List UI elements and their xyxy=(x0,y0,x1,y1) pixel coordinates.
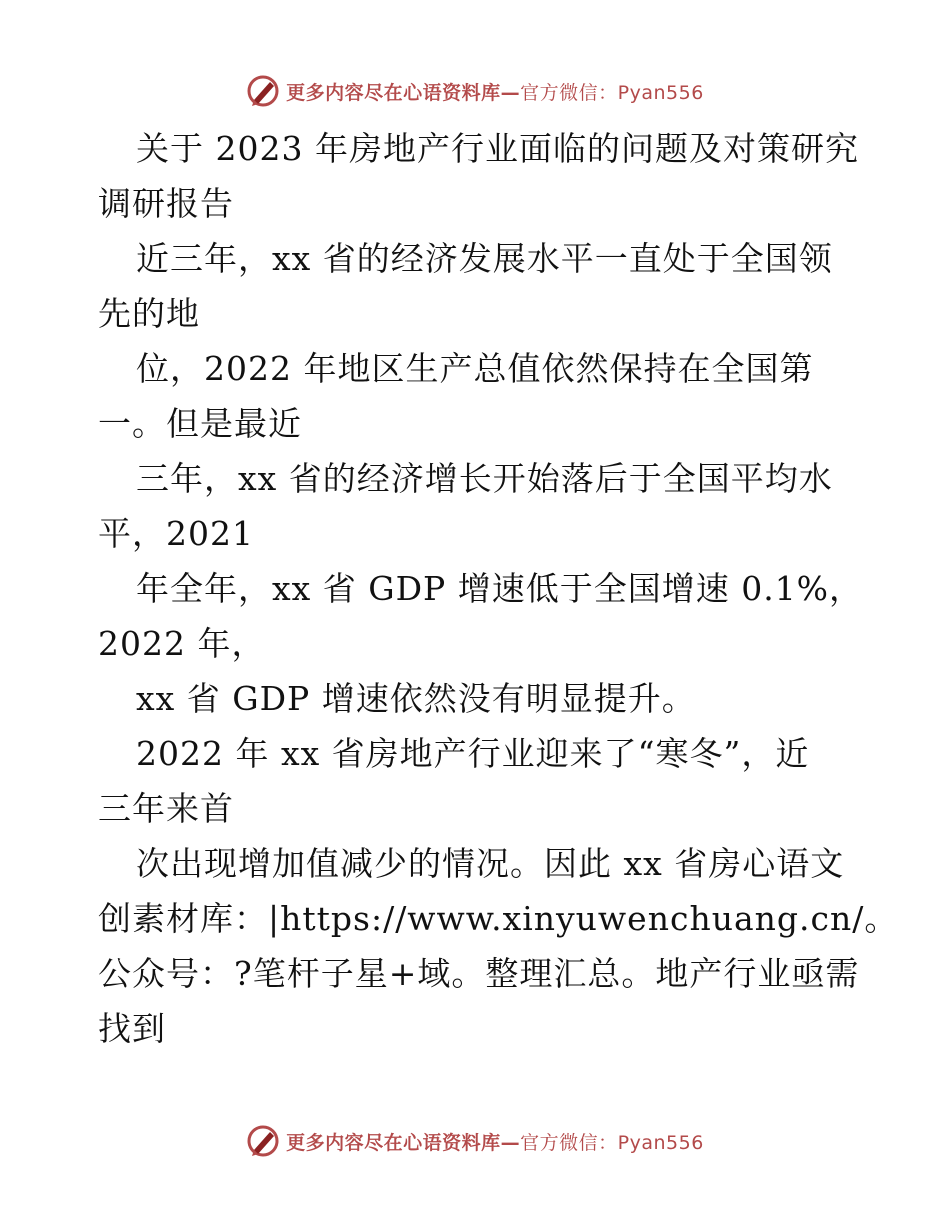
paragraph-line: 年全年，xx 省 GDP 增速低于全国增速 0.1%， xyxy=(136,569,864,608)
paragraph-line: 先的地 xyxy=(98,294,200,333)
paragraph-line: 三年，xx 省的经济增长开始落后于全国平均水 xyxy=(136,459,833,498)
paragraph-line: 找到 xyxy=(98,1009,166,1048)
paragraph-line: 2022 年， xyxy=(98,624,266,663)
paragraph-line: 次出现增加值减少的情况。因此 xx 省房心语文 xyxy=(136,844,845,883)
watermark-brand: 更多内容尽在心语资料库 xyxy=(286,1131,501,1154)
paragraph-line: 平，2021 xyxy=(98,514,254,553)
paragraph-line: 位，2022 年地区生产总值依然保持在全国第 xyxy=(136,349,814,388)
paragraph-line: 创素材库：|https://www.xinyuwenchuang.cn/。 xyxy=(98,899,899,938)
watermark-separator: — xyxy=(500,81,521,104)
footer-watermark xyxy=(0,1121,950,1161)
title-line-2: 调研报告 xyxy=(98,184,234,223)
paragraph-line: xx 省 GDP 增速依然没有明显提升。 xyxy=(136,679,696,718)
paragraph-line: 一。但是最近 xyxy=(98,404,302,443)
header-watermark xyxy=(0,71,950,111)
watermark-contact: 官方微信：Pyan556 xyxy=(520,1131,704,1154)
watermark-text xyxy=(286,78,704,105)
watermark-contact: 官方微信：Pyan556 xyxy=(520,81,704,104)
paragraph-line: 近三年，xx 省的经济发展水平一直处于全国领 xyxy=(136,239,833,278)
paragraph-line: 三年来首 xyxy=(98,789,234,828)
watermark-separator: — xyxy=(500,1131,521,1154)
pen-logo-icon xyxy=(246,74,280,108)
pen-logo-icon xyxy=(246,1124,280,1158)
document-body xyxy=(98,121,899,1056)
watermark-brand: 更多内容尽在心语资料库 xyxy=(286,81,501,104)
watermark-text xyxy=(286,1128,704,1155)
title-line-1: 关于 2023 年房地产行业面临的问题及对策研究 xyxy=(136,129,859,168)
paragraph-line: 2022 年 xx 省房地产行业迎来了“寒冬”，近 xyxy=(136,734,810,773)
paragraph-line: 公众号：?笔杆子星+域。整理汇总。地产行业亟需 xyxy=(98,954,860,993)
